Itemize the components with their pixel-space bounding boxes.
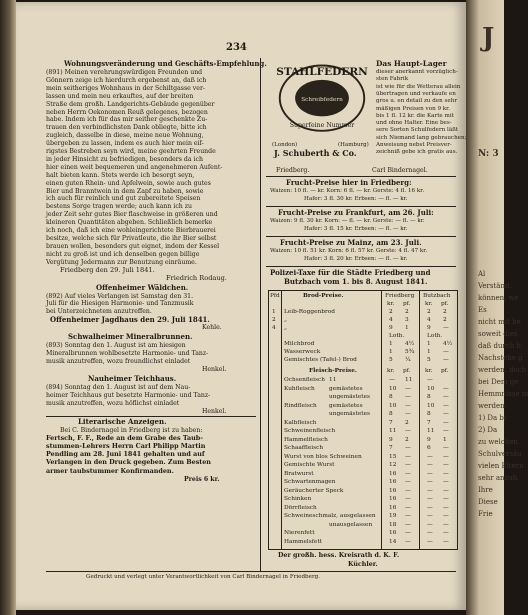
ad-894-line: musik anzutreffen, wozu höflichst einladet [46,399,180,407]
meat-cell: Ochsenfleisch [284,377,325,383]
ad-893-line: Mineralbrunnen wohlbesetzte Harmonie- und Tanz- [46,350,209,358]
next-page-snippet: können, we [478,294,519,302]
bread-cell: 4 [389,317,393,323]
meat-cell: 11 [329,377,337,383]
next-page-snippet: zu welchen [478,438,518,446]
bread-cell: 2 [405,309,409,315]
column-divider [260,58,261,572]
next-page-big-letter: J [482,23,495,53]
rule [266,206,456,207]
city-hamburg: (Hamburg) [338,142,369,148]
meat-cell: 7 [389,445,393,451]
meat-cell: 14 [389,538,397,545]
meat-cell: — [427,377,433,383]
bread-cell: 3 [405,317,409,323]
meat-cell: — [405,445,411,451]
bread-cell: 2 [443,309,447,315]
bread-cell: Gemischtes (Tafel-) Brod [284,357,357,363]
ad-891-line: hier einen weit bequemeren und angenehmeren Aufent- [46,163,223,171]
logo-bottom-text: Superfeine Nummer [289,121,355,129]
ad-893-line: (893) Sonntag den 1. August ist am hiesigen [46,342,186,350]
stahlfedern-ad-line: sere Sorten Schulfedern läßt [376,127,459,134]
meat-cell: — [405,521,411,528]
bread-cell: 5 [427,357,431,363]
bread-cell: Wasserweck [284,349,321,355]
bread-cell: Loth. [427,333,443,339]
bread-cell: 2 [272,317,276,323]
meat-cell: — [389,377,395,383]
ad-891-line: trauen den verbindlichsten Dank obliegte, bitte ich [46,124,207,132]
bread-cell: — [443,357,449,363]
meat-cell: Gemischte Wurst [284,462,335,468]
meat-cell: — [405,385,411,392]
stahlfedern-ad-line: sten Fabrik [376,76,409,83]
unit-label: kr. [387,301,395,307]
meat-cell: Schinken [284,496,312,502]
meat-cell: 16 [389,487,397,494]
ad-893-signature: Henkel. [202,365,227,373]
next-page-snippet: nicht mit be [478,318,521,326]
meat-cell: — [443,513,449,519]
meat-cell: — [405,402,411,409]
footer-rule [46,571,456,572]
bread-cell: 1 [427,349,431,355]
ad-894-line: (894) Sonntag den 1. August ist auf dem Nau- [46,383,191,391]
lit-line: armer taubstummer Konfirmanden. [46,466,174,475]
unit-label: kr. [425,301,433,307]
meat-cell: — [427,462,433,468]
next-page-snippet: bei Dem ge [478,378,519,386]
meat-cell: Kalbfleisch [284,419,317,426]
taxe-head-2: Butzbach vom 1. bis 8. August 1841. [284,277,428,286]
prices-frankfurt-line2: Hafer: 3 fl. 15 kr. Erbsen: — fl. — kr. [304,226,408,232]
ad-891-line: einen guten Rhein- und Apfelwein, sowie auch gutes [46,179,211,187]
col-friedberg: Friedberg [385,293,415,299]
bread-cell: 1 [272,309,276,315]
ad-891-signature: Friedrich Rodaug. [166,273,227,282]
ad-891-line: zugleich, dasselbe in diese, meine neue Wohnung, [46,132,204,140]
meat-cell: — [427,479,433,485]
meat-cell: 16 [389,496,397,502]
meat-cell: — [443,479,449,485]
prices-friedberg-line2: Hafer: 3 fl. 30 kr. Erbsen: — fl. — kr. [304,196,408,202]
ad-892-line: bei Unterzeichnetem anzutreffen. [46,308,152,316]
stahlfedern-ad-line: zeichniß gebe ich gratis aus. [376,149,458,156]
meat-cell: 11 [427,428,435,434]
ad-891-line: übergeben zu lassen, indem es auch hier mein eif- [46,140,204,148]
meat-cell: 11 [405,377,413,383]
meat-cell: — [405,394,411,400]
stahlfedern-ad-line: und ohne Halter. Eine bes- [376,120,452,127]
meat-cell: 19 [389,513,397,519]
next-page-snippet: sehr anzuh [478,474,518,482]
bread-cell: 4½ [405,341,415,347]
ad-891-line: jeder Zeit sehr gutes Bier flaschweise in größeren und [46,211,218,219]
meat-cell: — [443,521,449,528]
ad-891-line: ich auch für reinlich und gut zubereitete Speisen [46,195,201,203]
city-london: (London) [272,142,298,148]
meat-cell: — [443,411,449,417]
footer-imprint: Gedruckt und verlegt unter Verantwortlichkeit von Carl Bindernagel in Friedberg. [86,574,320,580]
meat-cell: — [443,538,449,545]
bread-cell: Leib-Roggenbrod [284,309,335,315]
next-page-edge [466,0,528,615]
meat-cell: — [427,521,433,528]
bread-cell: ¼ [405,357,411,363]
bread-cell: 1 [389,349,393,355]
meat-cell: — [427,513,433,519]
ad-891-line: neben Herrn Oekonomen Reuß gelegenes, bezogen [46,108,208,116]
meat-unit-label: kr. [425,368,433,374]
stahlfedern-ad-line: Das Haupt-Lager [376,59,447,68]
meat-cell: 9 [389,436,393,443]
meat-cell: — [405,530,411,536]
meat-cell: — [405,428,411,434]
lit-line: Verlangen in den Druck gegeben. Zum Besten [46,458,211,467]
meat-cell: Geräucherter Speck [284,487,344,494]
bread-cell: 2 [427,309,431,315]
meat-unit-label: pf. [403,368,411,374]
meat-cell: — [443,453,449,460]
meat-head: Fleisch-Preise. [309,368,357,374]
meat-cell: — [443,470,449,477]
lit-line: stummen-Lehrers Herrn Carl Philipp Martin [46,442,206,450]
meat-cell: — [427,487,433,494]
col-brod: Brod-Preise. [303,293,344,299]
prices-frankfurt-line1: Waizen: 9 fl. 30 kr. Korn: — fl. — kr. Gerste: — fl. — kr. [270,218,425,224]
meat-cell: — [443,496,449,502]
stahlfedern-ad-line: übertragen und verkaufe en [376,90,456,97]
meat-cell: 8 [389,394,393,400]
meat-cell: — [405,504,411,511]
prices-frankfurt-head: Frucht-Preise zu Frankfurt, am 26. Juli: [278,208,434,217]
meat-cell: 18 [389,521,397,528]
prices-mainz-line2: Hafer: 3 fl. 20 kr. Erbsen: — fl. — kr. [304,256,408,262]
meat-cell: gemästetes [329,402,363,409]
meat-cell: — [443,530,449,536]
meat-cell: Kuhfleisch [284,385,315,392]
ad-892-sub: Offenheimer Jagdhaus den 29. Juli 1841. [50,315,210,325]
bread-cell: Loth. [389,333,405,339]
next-page-snippet: daß durch h [478,342,522,350]
ad-891-line: Straße dem großh. Landgerichts-Gebäude gegenüber [46,100,215,108]
meat-cell: 16 [389,470,397,477]
meat-cell: unausgelassen [329,521,373,528]
next-page-snippet: Es [478,306,487,314]
next-page-number: N: 3 [478,149,499,159]
dealer-city: Friedberg. [276,167,310,174]
bread-cell: — [443,349,449,355]
next-page-snippet: werden, doch [478,366,527,374]
heading-schwalheim: Schwalheimer Mineralbrunnen. [68,332,193,342]
meat-cell: — [405,496,411,502]
ad-891-date: Friedberg den 29. Juli 1841. [60,265,155,274]
prices-mainz-head: Frucht-Preise zu Mainz, am 23. Juli. [280,238,422,247]
ad-891-line: halt bieten kann. Stets werde ich besorgt seyn, [46,171,195,179]
bread-cell: 2 [443,317,447,323]
meat-cell: 8 [427,411,431,417]
meat-cell: Hammelfleisch [284,436,328,443]
stahlfedern-ad-line: Anweisung nebst Preisver- [376,142,452,148]
next-page-snippet: vielen Eltern [478,462,524,470]
official-office: Der großh. hess. Kreisrath d. K. F. [278,552,400,559]
heading-wohnung: Wohnungsveränderung und Geschäfts-Empfehlung. [64,59,267,68]
meat-cell: 10 [389,385,397,392]
stahlfedern-ad-line: sich Niemand lang gebrauchen; [376,134,467,141]
bread-cell: 2 [389,309,393,315]
price-table [268,290,458,550]
ad-892-line: Juli für die Hiesigen Harmonie- und Tanzmusik [46,300,194,308]
newspaper-page [16,2,466,610]
dealer-name: Carl Bindernagel. [372,167,428,174]
prices-mainz-line1: Waizen: 10 fl. 51 kr. Korn: 6 fl. 57 kr. Gerste: 4 fl. 47 kr. [270,248,428,254]
meat-unit-label: kr. [387,368,395,374]
meat-cell: gemästetes [329,385,363,392]
bread-cell: 5¾ [405,349,415,355]
meat-cell: 9 [427,436,431,443]
meat-cell: — [443,487,449,494]
ad-891-line: lassen und mein neu erkauftes, auf der breiten [46,92,194,100]
next-page-snippet: werden: [478,402,507,410]
logo-mid-text: Schreibfedern [301,97,343,104]
page-number: 234 [226,42,247,53]
next-page-snippet: Ihre [478,486,493,494]
ad-893-line: musik anzutreffen, wozu freundlichst einladet [46,358,191,365]
meat-cell: 2 [405,436,409,443]
next-page-snippet: Verständ. [478,282,512,290]
stahlfedern-ad-line: dieser anerkannt vorzüglich- [376,69,458,75]
next-page-snippet: Schulversäu [478,450,522,458]
brand-schuberth: J. Schuberth & Co. [274,148,357,158]
meat-cell: — [443,402,449,409]
bread-cell: 9 [427,325,431,331]
meat-cell: — [443,504,449,511]
logo-top-text: STAHLFEDERN [276,66,368,79]
meat-cell: — [405,487,411,494]
meat-cell: 1 [443,436,447,443]
meat-cell: 10 [389,402,397,409]
ad-891-line: Bier und Branntwein in dem Zapf zu haben, sowie [46,187,204,195]
ad-891-line: besitze, welche sich für Privatleute, die ihr Bier selbst [46,234,217,242]
stahlfedern-ad-line: ist wie für die Wetterau allein [376,83,461,90]
meat-cell: 2 [405,419,409,426]
meat-cell: — [443,419,449,426]
meat-cell: 16 [389,530,397,536]
book-binding-edge [0,0,16,615]
meat-cell: — [427,453,433,460]
prices-friedberg-head: Frucht-Preise hier in Friedberg: [286,178,412,187]
meat-cell: — [405,462,411,468]
meat-cell: 7 [427,419,431,426]
bread-cell: Milchbrod [284,341,315,347]
meat-cell: 6 [427,445,431,451]
meat-cell: — [405,538,411,545]
col-butzbach: Butzbach [423,293,451,299]
next-page-snippet: 2) Da [478,426,498,434]
prices-friedberg-line1: Waizen: 10 fl. — kr. Korn: 6 fl. — kr. Gerste: 4 fl. 16 kr. [270,188,425,194]
ad-891-line: habe. Indem ich für das mir seither geschenkte Zu- [46,116,208,124]
stahlfedern-ad-line: mäßigen Preisen von 9 kr. [376,105,451,112]
ad-892-line: (892) Auf vieles Verlangen ist Samstag den 31. [46,292,194,300]
bread-cell: — [443,325,449,331]
meat-unit-label: pf. [441,368,449,374]
heading-nauheim: Nauheimer Teichhaus. [88,373,177,383]
rule [266,266,456,267]
next-page-snippet: Hemmnisse m [478,390,528,398]
ad-892-signature: Kehle. [202,324,222,332]
meat-cell: — [427,496,433,502]
bread-cell: 5 [389,357,393,363]
meat-cell: — [443,445,449,451]
meat-cell: 11 [389,428,397,434]
lit-line: Fertsch, F. F., Rede an dem Grabe des Taub- [46,433,203,442]
meat-cell: — [443,385,449,392]
lit-line: Pendling am 28. Juni 1841 gehalten und auf [46,450,205,459]
bread-cell: 1 [389,341,393,347]
meat-cell: Nierenfett [284,530,315,536]
meat-cell: — [405,453,411,460]
meat-cell: 15 [389,453,397,460]
bread-cell: 1 [405,325,409,331]
meat-cell: Schwartenmagen [284,479,336,485]
ad-894-signature: Henkel. [202,407,227,415]
rule [266,236,456,237]
meat-cell: Dörrfleisch [284,504,317,511]
meat-cell: 10 [427,402,435,409]
stahlfedern-ad-line: bis 1 fl. 12 kr. die Karte mit [376,112,454,119]
ad-891-line: rigstes Bestreben seyn wird, meine geehrten Freunde [46,148,216,155]
meat-cell: Bratwurst [284,470,314,477]
next-page-snippet: Frie [478,510,493,518]
meat-cell: — [427,504,433,511]
next-page-snippet: Nachstehe g [478,354,523,362]
bread-cell: „ [284,325,288,331]
meat-cell: — [405,470,411,477]
next-page-snippet: Al [478,270,486,278]
stahlfedern-seal-logo [274,54,370,150]
heading-offenheim: Offenheimer Wäldchen. [96,282,189,292]
meat-cell: ungemästetes [329,394,371,400]
unit-label: pf. [403,301,411,307]
meat-cell: Schaaffleisch [284,445,324,451]
meat-cell: — [405,479,411,485]
ad-894-line: heimer Teichhaus gut besetzte Harmonie- und Tanz- [46,391,211,399]
meat-cell: — [427,530,433,536]
bread-cell: „ [284,317,288,323]
meat-cell: ungemästetes [329,411,371,417]
rule [266,176,456,177]
bread-cell: 9 [389,325,393,331]
bread-cell: 4 [272,325,276,331]
meat-cell: 16 [389,479,397,485]
lit-price: Preis 6 kr. [184,475,220,483]
meat-cell: — [405,411,411,417]
next-page-snippet: 1) Da bi [478,414,507,422]
meat-cell: — [427,538,433,545]
meat-cell: — [443,462,449,468]
meat-cell: 16 [389,504,397,511]
ad-891-line: (891) Meinen verehrungswürdigen Freunden und [46,69,203,76]
bread-cell: 4 [427,317,431,323]
taxe-head-1: Polizei-Taxe für die Städte Friedberg und [270,268,431,277]
ad-891-line: Vergütung Jedermann zur Benutzung einräume. [46,258,197,266]
meat-cell: — [427,470,433,477]
stahlfedern-ad-line: gros u. en detail zu den sehr [376,98,458,105]
bread-cell: 1 [427,341,431,347]
meat-cell: Schweineschmalz, ausgelassen [284,513,376,519]
lit-line: Bei C. Bindernagel in Friedberg ist zu haben: [60,426,203,434]
meat-cell: 10 [427,385,435,392]
meat-cell: 12 [389,462,397,468]
meat-cell: — [443,428,449,434]
ad-891-line: nicht zu groß ist und ich denselben gegen billige [46,250,200,258]
ad-891-line: mein seitheriges Wohnhaus in der Schiltgasse ver- [46,84,205,92]
ad-891-line: ich noch, daß ich eine wohleingerichtete Bierbrauerei [46,227,216,234]
ad-891-line: kleineren Quantitäten abgeben. Schließlich bemerke [46,219,213,227]
meat-cell: Wurst von blos Schweinen [284,453,362,460]
meat-cell: — [443,394,449,400]
ad-891-line: in jeder Hinsicht zu befriedigen, besonders da ich [46,155,203,163]
meat-cell: — [405,513,411,519]
meat-cell: 7 [389,419,393,426]
bread-cell: 4½ [443,341,453,347]
ad-891-line: brauen wollen, besonders gut eignet, indem der Kessel [46,242,220,250]
official-name: Küchler. [348,561,378,568]
ad-891-line: Gönnern zeige ich hierdurch ergebenst an, daß ich [46,76,207,84]
next-page-snippet: soweit dies [478,330,518,338]
next-page-snippet: Diese [478,498,498,506]
meat-cell: 8 [427,394,431,400]
unit-label: pf. [441,301,449,307]
ad-891-line: bestens Sorge tragen werde; auch kann ich zu [46,203,192,211]
meat-cell: Hammelsfett [284,538,322,545]
col-pfd: Pfd [270,293,280,299]
meat-cell: Rindfleisch [284,402,317,409]
meat-cell: 8 [389,411,393,417]
meat-cell: Schweinenfleisch [284,428,336,434]
heading-literarische: Literarische Anzeigen. [78,416,167,426]
